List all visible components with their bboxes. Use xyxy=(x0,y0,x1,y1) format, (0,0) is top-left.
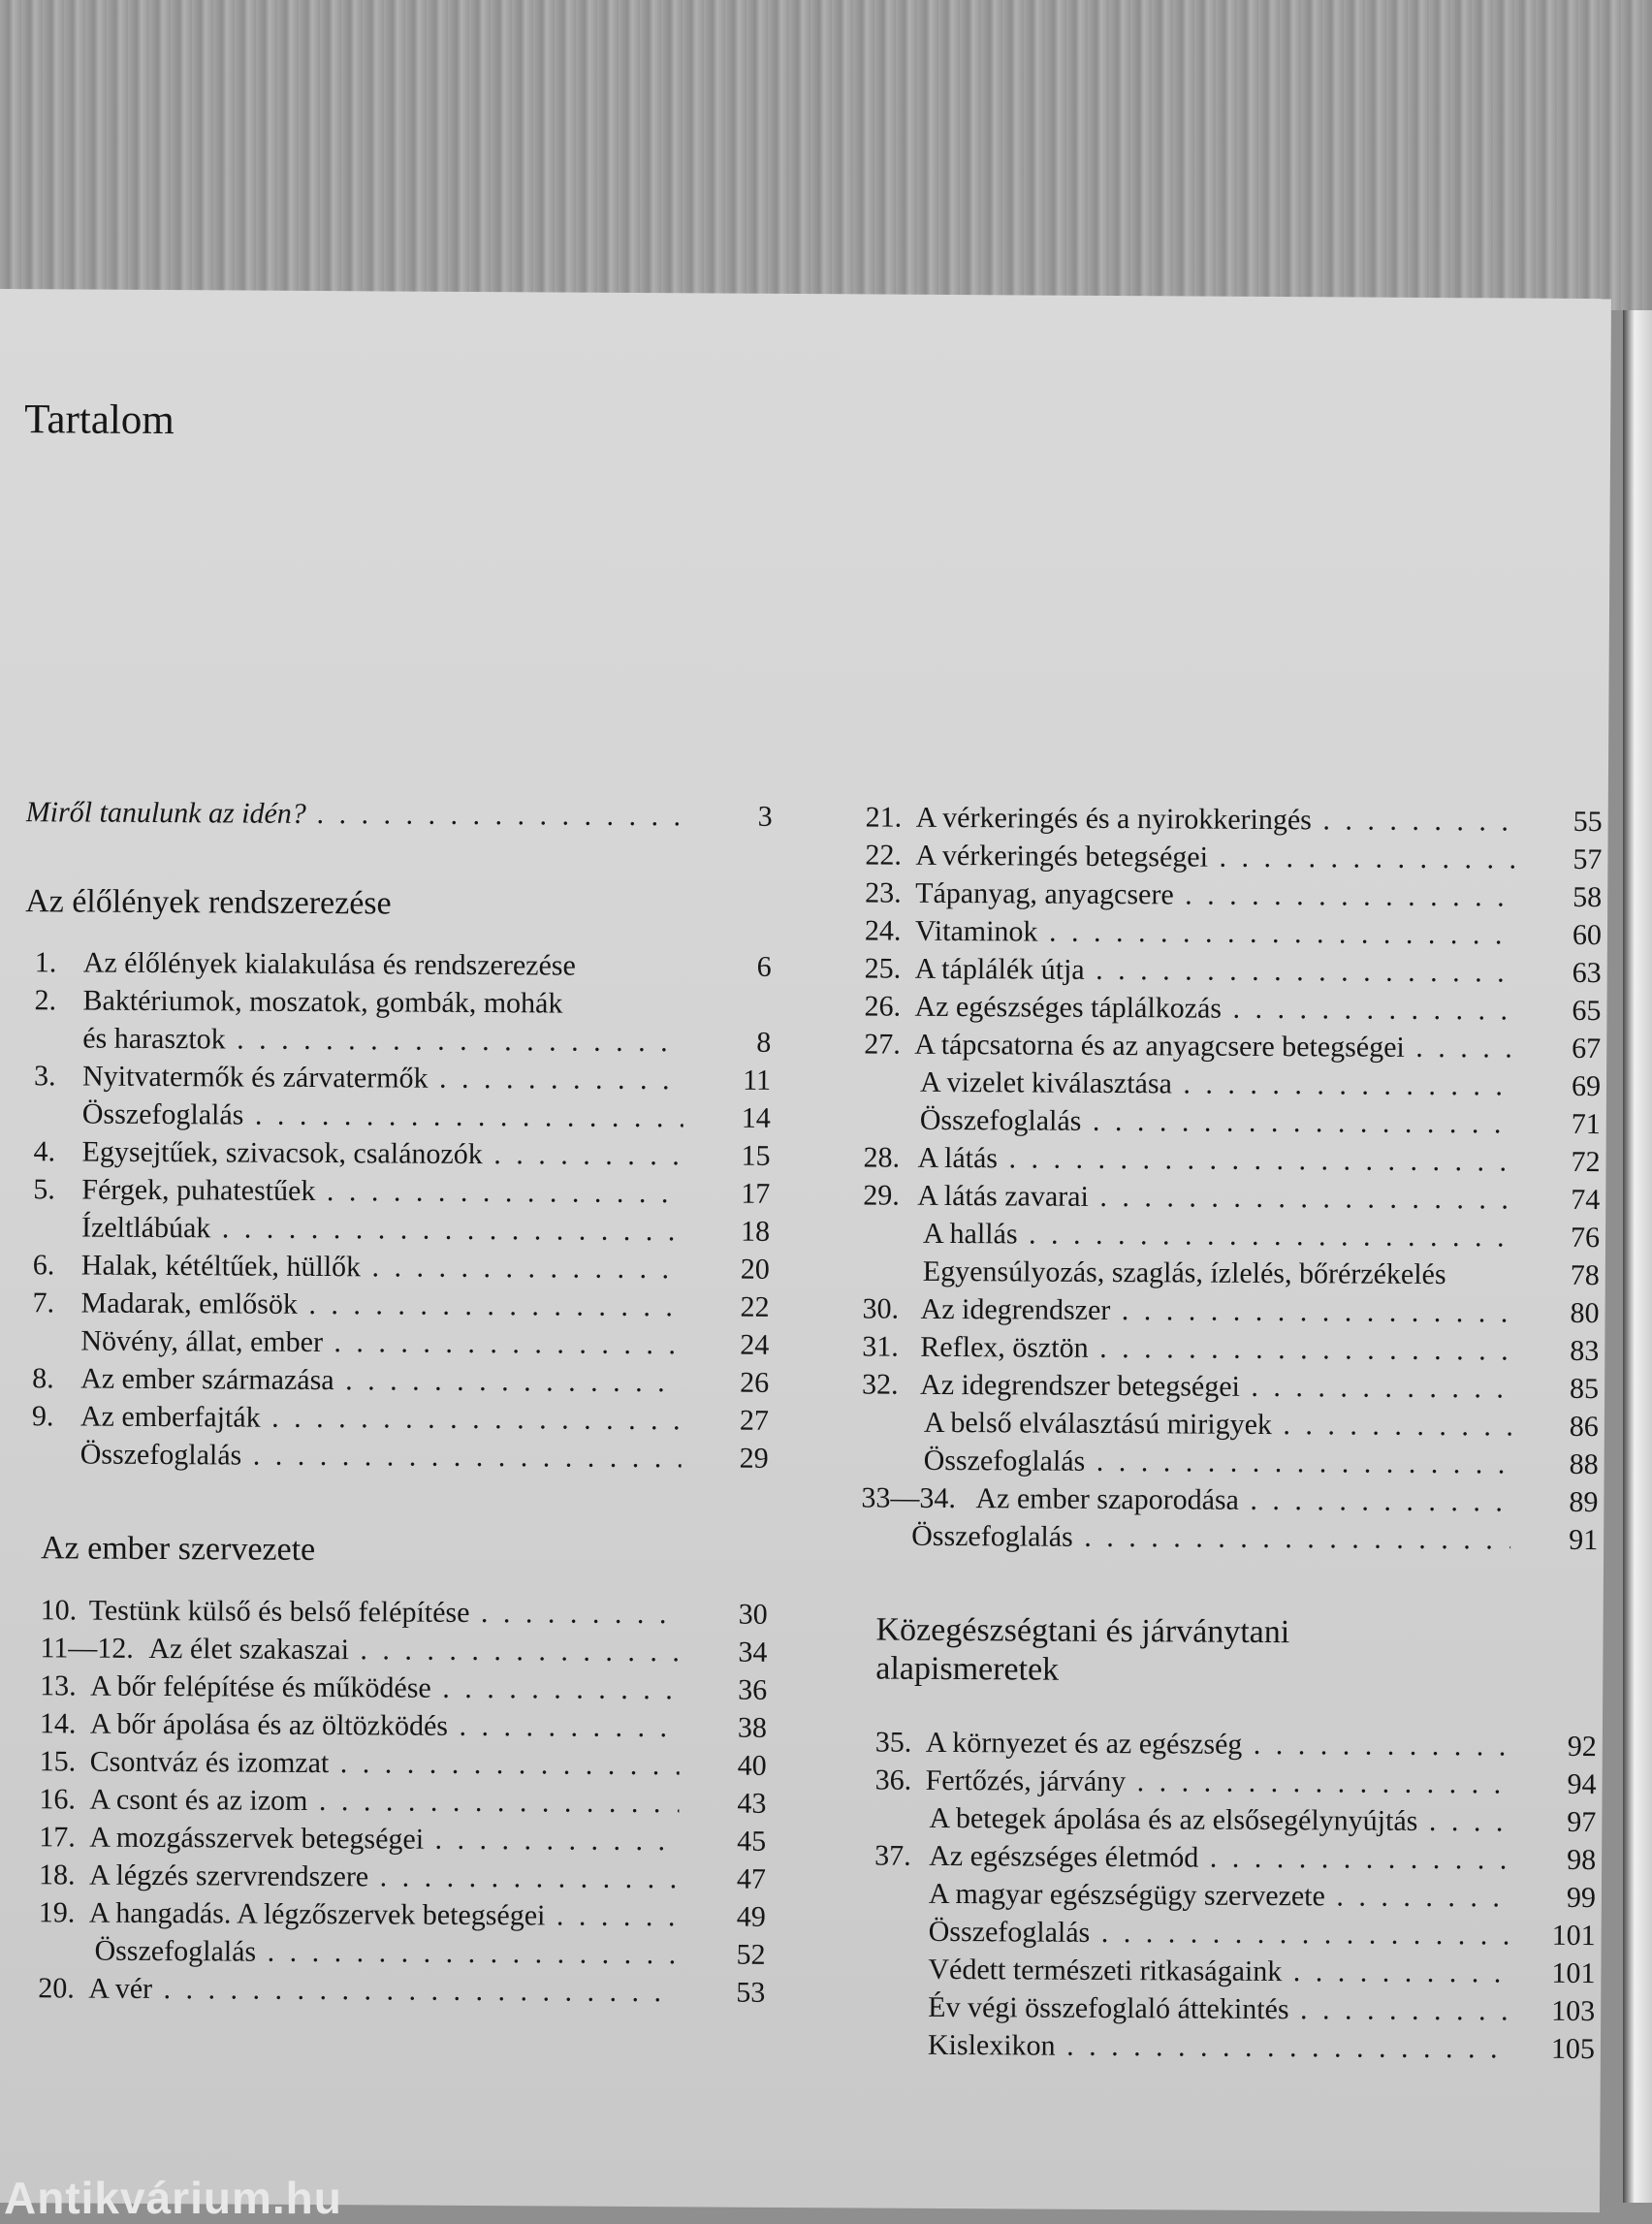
toc-entry-label: A bőr ápolása és az öltözködés . . . xyxy=(90,1705,680,1747)
toc-entry-label: Nyitvatermők és zárvatermők . . . xyxy=(82,1058,683,1099)
toc-entry xyxy=(20,1667,767,1709)
toc-entry-label: A magyar egészségügy szervezete . . . xyxy=(929,1875,1509,1917)
watermark: Antikvárium.hu xyxy=(4,2173,342,2223)
toc-entry xyxy=(843,1214,1600,1256)
toc-left-column xyxy=(18,793,773,2012)
toc-entry-page: 34 xyxy=(738,1636,768,1668)
toc-entry-label: Összefoglalás . . . xyxy=(920,1101,1513,1143)
toc-entry-label: A mozgásszervek betegségei . . . xyxy=(89,1819,679,1860)
toc-entry xyxy=(23,1132,770,1175)
toc-entry xyxy=(22,1397,769,1440)
toc-entry-label: Kislexikon . . . xyxy=(928,2026,1508,2068)
toc-entry xyxy=(844,1063,1601,1105)
page-title: Tartalom xyxy=(24,397,175,444)
toc-entry-page: 85 xyxy=(1569,1372,1600,1406)
toc-entry-label: Az egészséges életmód . . . xyxy=(929,1837,1509,1879)
toc-entry-number: 30. xyxy=(862,1292,900,1325)
toc-entry-number: 23. xyxy=(865,876,902,909)
toc-entry xyxy=(844,1100,1601,1143)
toc-entry-number: 37. xyxy=(874,1839,911,1872)
toc-entry-number: 32. xyxy=(862,1368,899,1401)
toc-entry-page: 97 xyxy=(1567,1805,1597,1839)
toc-entry-label: A tápcsatorna és az anyagcsere betegségei . . . xyxy=(914,1026,1513,1067)
toc-entry-page: 71 xyxy=(1571,1107,1601,1141)
toc-entry xyxy=(22,1435,769,1477)
toc-entry xyxy=(845,911,1602,954)
toc-entry-page: 105 xyxy=(1550,2032,1596,2066)
toc-right-column xyxy=(839,798,1603,2068)
toc-entry-label: A hallás . . . xyxy=(923,1215,1512,1256)
toc-entry-label: Összefoglalás . . . xyxy=(80,1436,682,1477)
toc-entry-label: Tápanyag, anyagcsere . . . xyxy=(915,874,1514,916)
toc-entry xyxy=(841,1761,1597,1803)
toc-entry-number: 5. xyxy=(33,1173,55,1206)
toc-entry-page: 94 xyxy=(1567,1767,1597,1801)
toc-entry-page: 3 xyxy=(757,800,773,833)
toc-entry xyxy=(22,1284,769,1326)
toc-entry-number: 9. xyxy=(31,1400,54,1433)
toc-entry xyxy=(845,836,1602,878)
toc-entry-page: 43 xyxy=(737,1787,767,1820)
toc-entry-page: 20 xyxy=(740,1253,770,1286)
toc-entry xyxy=(20,1704,767,1747)
toc-entry xyxy=(23,1246,770,1288)
toc-entry xyxy=(839,2025,1595,2068)
toc-entry-number: 26. xyxy=(864,990,902,1023)
toc-entry-number: 36. xyxy=(874,1763,912,1796)
toc-entry-page: 38 xyxy=(737,1711,768,1744)
toc-entry-page: 78 xyxy=(1570,1258,1600,1292)
toc-entry-number: 7. xyxy=(32,1287,55,1319)
toc-entry-label: Összefoglalás . . . xyxy=(911,1517,1510,1559)
toc-entry-label: Az idegrendszer . . . xyxy=(920,1290,1511,1332)
toc-entry-label: A látás . . . xyxy=(917,1139,1512,1181)
toc-entry-page: 30 xyxy=(738,1598,768,1631)
toc-entry-number: 35. xyxy=(874,1726,912,1759)
section-heading-line: alapismeretek xyxy=(875,1650,1060,1688)
toc-entry-number: 22. xyxy=(865,839,903,872)
toc-entry-page: 47 xyxy=(736,1862,767,1895)
toc-entry-page: 58 xyxy=(1573,880,1603,914)
toc-entry-number: 25. xyxy=(864,952,902,985)
toc-entry-page: 22 xyxy=(740,1290,770,1323)
toc-entry-page: 40 xyxy=(737,1749,767,1782)
toc-entry xyxy=(18,1969,765,2012)
toc-entry-page: 83 xyxy=(1570,1334,1600,1368)
toc-entry-page: 91 xyxy=(1569,1523,1599,1557)
toc-entry xyxy=(842,1478,1598,1521)
toc-entry-page: 89 xyxy=(1569,1485,1599,1519)
toc-entry xyxy=(840,1874,1596,1917)
toc-entry-page: 55 xyxy=(1573,805,1603,839)
toc-entry-page: 14 xyxy=(741,1101,771,1134)
toc-entry-number: 16. xyxy=(39,1783,77,1816)
toc-entry-number: 15. xyxy=(39,1745,77,1778)
toc-entry-number: 27. xyxy=(864,1028,901,1061)
section-heading: Az ember szervezete xyxy=(40,1530,316,1569)
toc-entry-page: 36 xyxy=(738,1673,768,1706)
toc-entry-label: Összefoglalás . . . xyxy=(924,1442,1511,1483)
toc-entry-label: A táplálék útja . . . xyxy=(915,950,1514,992)
toc-entry-number: 2. xyxy=(34,984,57,1017)
toc-entry-label: A légzés szervrendszere . . . xyxy=(89,1857,679,1898)
toc-entry-label: Összefoglalás . . . xyxy=(94,1932,678,1974)
toc-entry-label: Egysejtűek, szivacsok, csalánozók . . . xyxy=(81,1133,683,1175)
toc-entry xyxy=(843,1176,1600,1219)
toc-entry xyxy=(23,1208,770,1251)
toc-entry xyxy=(20,1742,767,1785)
toc-entry-number: 31. xyxy=(862,1330,899,1363)
toc-entry-label: Év végi összefoglaló áttekintés . . . xyxy=(928,1988,1508,2030)
toc-entry-page: 86 xyxy=(1569,1410,1599,1444)
toc-entry xyxy=(24,1057,771,1099)
toc-entry-page: 63 xyxy=(1572,956,1602,990)
toc-entry-page: 76 xyxy=(1570,1221,1601,1255)
toc-entry-number: 29. xyxy=(863,1179,900,1212)
toc-entry-page: 72 xyxy=(1571,1145,1601,1179)
toc-entry xyxy=(842,1441,1599,1483)
toc-entry-number: 6. xyxy=(32,1249,55,1282)
toc-entry-page: 103 xyxy=(1551,1994,1596,2028)
toc-entry xyxy=(842,1516,1598,1559)
toc-entry-number: 28. xyxy=(863,1141,901,1174)
toc-entry-page: 67 xyxy=(1572,1032,1602,1065)
toc-entry-page: 80 xyxy=(1570,1296,1600,1330)
toc-entry xyxy=(842,1403,1599,1446)
toc-entry-page: 45 xyxy=(737,1825,767,1858)
toc-entry-page: 57 xyxy=(1573,842,1603,876)
toc-entry-page: 60 xyxy=(1572,918,1603,952)
section-heading xyxy=(841,1610,1597,1693)
toc-entry-label: A vizelet kiválasztása . . . xyxy=(920,1064,1513,1105)
toc-entry xyxy=(842,1365,1599,1408)
toc-entry xyxy=(24,1019,771,1062)
toc-entry-label: Összefoglalás . . . xyxy=(82,1096,683,1137)
toc-entry-number: 3. xyxy=(33,1060,56,1093)
toc-entry-label: A hangadás. A légzőszervek betegségei . . . xyxy=(89,1894,679,1936)
toc-intro-entry xyxy=(26,793,773,836)
toc-entry-page: 92 xyxy=(1567,1730,1597,1763)
toc-entry-label: A környezet és az egészség . . . xyxy=(926,1724,1509,1765)
toc-entry-page: 52 xyxy=(736,1938,766,1971)
toc-entry xyxy=(19,1780,766,1823)
toc-entry-label: A bőr felépítése és működése . . . xyxy=(90,1668,680,1709)
toc-entry-number: 17. xyxy=(39,1821,76,1854)
toc-entry-number: 1. xyxy=(34,946,57,979)
toc-entry-page: 15 xyxy=(741,1139,771,1172)
toc-entry xyxy=(839,1987,1595,2030)
toc-entry-label: Egyensúlyozás, szaglás, ízlelés, bőrérzékelés xyxy=(922,1255,1446,1291)
toc-entry-label: Az élet szakaszai . . . xyxy=(148,1630,680,1670)
toc-entry xyxy=(22,1359,769,1402)
toc-entry xyxy=(25,943,772,986)
toc-entry xyxy=(845,874,1602,916)
toc-entry-label: A betegek ápolása és az elsősegélynyújtás . . . xyxy=(929,1799,1509,1841)
toc-entry-page: 74 xyxy=(1571,1183,1601,1217)
toc-entry-page: 6 xyxy=(756,950,772,983)
toc-entry-page: 65 xyxy=(1572,994,1602,1028)
toc-entry-number: 14. xyxy=(39,1707,77,1740)
toc-entry xyxy=(19,1893,766,1936)
section-heading: Az élőlények rendszerezése xyxy=(25,883,392,922)
toc-entry-label: A vér . . . xyxy=(88,1970,678,2012)
toc-entry-label: és harasztok . . . xyxy=(82,1020,683,1062)
toc-entry-page: 98 xyxy=(1567,1843,1597,1877)
toc-entry-page: 27 xyxy=(739,1404,769,1437)
toc-entry-label: Az élőlények kialakulása és rendszerezése xyxy=(82,946,576,982)
toc-entry-page: 99 xyxy=(1566,1881,1596,1915)
toc-entry-label: Az idegrendszer betegségei . . . xyxy=(920,1366,1511,1408)
toc-entry xyxy=(843,1138,1600,1181)
toc-entry-label: Védett természeti ritkaságaink . . . xyxy=(928,1951,1508,1992)
toc-entry-page: 18 xyxy=(740,1215,771,1248)
section-heading-line: Közegészségtani és járványtani xyxy=(875,1611,1290,1651)
toc-entry xyxy=(18,1931,765,1974)
toc-entry-page: 29 xyxy=(739,1442,769,1475)
toc-entry-page: 101 xyxy=(1551,1919,1596,1953)
toc-entry-page: 101 xyxy=(1551,1956,1596,1990)
toc-entry-page: 88 xyxy=(1569,1447,1599,1481)
toc-entry-label: Testünk külső és belső felépítése . . . xyxy=(89,1592,681,1634)
toc-entry-number: 19. xyxy=(38,1896,76,1929)
toc-entry-number: 20. xyxy=(38,1972,75,2005)
toc-entry xyxy=(21,1591,768,1634)
toc-entry-label: Összefoglalás . . . xyxy=(929,1913,1509,1954)
toc-entry-label: A belső elválasztású mirigyek . . . xyxy=(924,1404,1511,1446)
toc-entry-label: Az egészséges táplálkozás . . . xyxy=(914,988,1513,1030)
toc-entry-label: A csont és az izom . . . xyxy=(89,1781,679,1823)
toc-entry-page: 49 xyxy=(736,1900,766,1933)
toc-entry-label: Baktériumok, moszatok, gombák, mohák xyxy=(82,984,563,1020)
toc-entry xyxy=(840,1798,1596,1841)
toc-entry-page: 24 xyxy=(740,1328,770,1361)
toc-entry xyxy=(23,1170,770,1213)
toc-entry-label: Az ember származása . . . xyxy=(80,1360,682,1402)
toc-entry-page: 69 xyxy=(1571,1069,1602,1103)
toc-entry xyxy=(843,1252,1600,1294)
toc-entry xyxy=(24,1095,771,1137)
toc-entry-label: A vérkeringés és a nyirokkeringés . . . xyxy=(916,799,1515,841)
toc-entry xyxy=(846,798,1603,841)
toc-entry-page: 8 xyxy=(756,1026,772,1059)
toc-entry-label: Ízeltlábúak . . . xyxy=(81,1209,683,1251)
toc-entry-number: 33—34. xyxy=(861,1481,956,1515)
toc-entry xyxy=(842,1289,1599,1332)
toc-entry-number: 18. xyxy=(38,1859,76,1891)
toc-entry-label: Fertőzés, járvány . . . xyxy=(926,1762,1509,1803)
toc-entry-label: Halak, kétéltűek, hüllők . . . xyxy=(81,1247,683,1288)
toc-entry-page: 17 xyxy=(741,1177,771,1210)
toc-entry-number: 24. xyxy=(864,914,902,947)
toc-entry xyxy=(20,1629,767,1671)
toc-entry-label: A látás zavarai . . . xyxy=(917,1177,1512,1219)
toc-entry-page: 11 xyxy=(743,1064,772,1096)
toc-entry-number: 10. xyxy=(40,1594,78,1627)
page-edge xyxy=(1623,310,1652,2203)
toc-entry xyxy=(22,1321,769,1364)
toc-entry-label: Madarak, emlősök . . . xyxy=(80,1285,682,1326)
toc-entry-number: 4. xyxy=(33,1135,56,1168)
toc-entry xyxy=(839,1950,1595,1992)
toc-entry xyxy=(24,981,771,1024)
toc-entry-number: 21. xyxy=(865,801,903,834)
toc-entry-number: 13. xyxy=(40,1669,77,1702)
toc-entry xyxy=(841,1723,1597,1765)
toc-entry-label: Reflex, ösztön . . . xyxy=(920,1328,1511,1370)
background-surface xyxy=(0,0,1652,310)
toc-entry-number: 11—12. xyxy=(40,1632,134,1665)
toc-entry-page: 26 xyxy=(740,1366,770,1399)
toc-entry-label: Az emberfajták . . . xyxy=(80,1398,682,1440)
toc-entry-label: Miről tanulunk az idén? . . . xyxy=(26,793,685,835)
toc-entry xyxy=(19,1818,766,1860)
toc-entry xyxy=(840,1836,1596,1879)
toc-entry xyxy=(844,1025,1601,1067)
toc-entry-label: Férgek, puhatestűek . . . xyxy=(81,1171,683,1213)
toc-entry xyxy=(845,949,1602,992)
toc-entry xyxy=(19,1856,766,1898)
toc-entry-page: 53 xyxy=(736,1976,766,2009)
toc-entry xyxy=(844,987,1601,1030)
toc-entry xyxy=(840,1912,1596,1954)
toc-entry-label: A vérkeringés betegségei . . . xyxy=(915,837,1514,878)
toc-entry-label: Csontváz és izomzat . . . xyxy=(90,1743,680,1785)
toc-entry-label: Az ember szaporodása . . . xyxy=(975,1479,1510,1520)
book-page xyxy=(0,289,1611,2212)
toc-entry xyxy=(842,1327,1599,1370)
toc-entry-number: 8. xyxy=(32,1362,54,1395)
toc-entry-label: Növény, állat, ember . . . xyxy=(80,1322,682,1364)
toc-entry-label: Vitaminok . . . xyxy=(915,912,1514,954)
